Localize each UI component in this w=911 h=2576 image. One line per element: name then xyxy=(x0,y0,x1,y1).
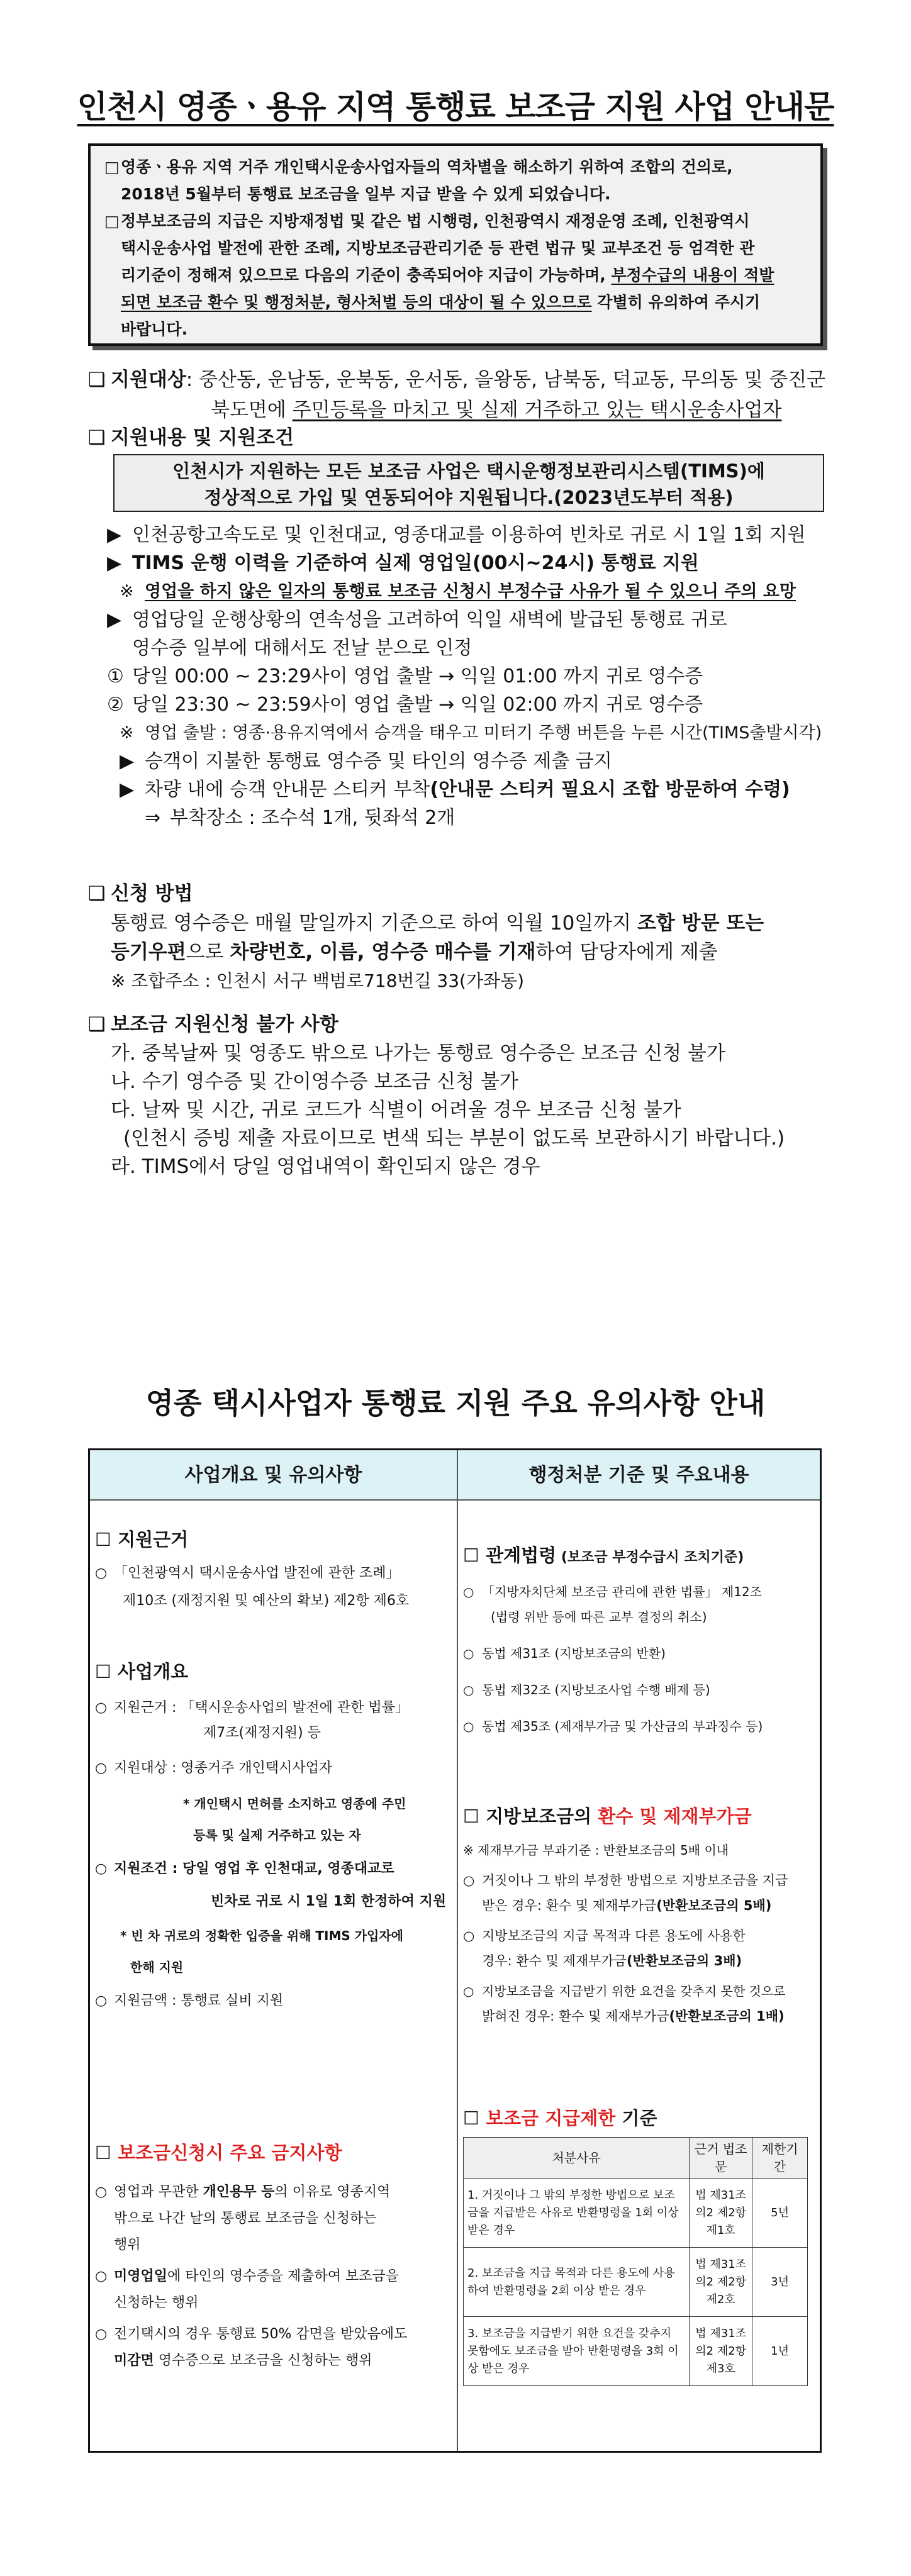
basis-text: 제10조 (재정지원 및 예산의 확보) 제2항 제6호 xyxy=(123,1593,410,1609)
circle-bullet-icon: ○ xyxy=(463,1584,474,1599)
support-content-section xyxy=(88,423,830,453)
left-column xyxy=(90,1450,458,2451)
circle-bullet-icon: ○ xyxy=(95,2326,108,2342)
limit-block xyxy=(463,2104,815,2386)
forbidden-text: 전기택시의 경우 통행료 50% 감면을 받았음에도 xyxy=(114,2326,408,2342)
limit-period: 5년 xyxy=(752,2179,808,2248)
circle-bullet-icon: ○ xyxy=(95,1700,108,1716)
apply-text-emphasis: 조합 방문 또는 xyxy=(637,912,764,935)
tims-line: 정상적으로 가입 및 연동되어야 지원됩니다.(2023년도부터 적용) xyxy=(204,487,734,508)
right-column xyxy=(458,1450,820,2451)
circle-bullet-icon: ○ xyxy=(95,1861,108,1877)
circle-bullet-icon: ○ xyxy=(95,2268,108,2284)
notice1-title: 인천시 영종ㆍ용유 지역 통행료 보조금 지원 사업 안내문 xyxy=(77,89,834,125)
forbidden-text-emphasis: 미영업일 xyxy=(114,2268,168,2284)
refund-text: 경우: 환수 및 제재부가금 xyxy=(482,1953,627,1968)
law-text: 동법 제35조 (제재부가금 및 가산금의 부과징수 등) xyxy=(482,1719,763,1734)
overview-note: 등록 및 실제 거주하고 있는 자 xyxy=(193,1828,361,1843)
info-line: 영종ㆍ용유 지역 거주 개인택시운송사업자들의 역차별을 해소하기 위하여 조합의 건의로, xyxy=(121,158,733,176)
forbidden-text: 의 이유로 영종지역 xyxy=(274,2184,391,2200)
circle-bullet-icon: ○ xyxy=(463,1873,475,1888)
checkbox-icon: ☐ xyxy=(463,1545,486,1566)
block-heading-emphasis: 환수 및 제재부가금 xyxy=(598,1806,752,1827)
overview-text: 지원근거 : 「택시운송사업의 발전에 관한 법률」 xyxy=(114,1700,409,1716)
condition-text: 영업을 하지 않은 일자의 통행료 보조금 신청시 부정수급 사유가 될 수 있으니 주의 요망 xyxy=(145,582,796,601)
target-text-emphasis: 주민등록을 마치고 및 실제 거주하고 있는 택시운송사업자 xyxy=(292,399,782,421)
reject-item: 나. 수기 영수증 및 간이영수증 보조금 신청 불가 xyxy=(111,1070,518,1093)
info-line: 리기준이 정해져 있으므로 다음의 기준이 충족되어야 지급이 가능하며, xyxy=(121,266,612,284)
refund-text-emphasis: (반환보조금의 3배) xyxy=(626,1953,742,1968)
condition-item xyxy=(107,691,837,719)
forbidden-text-emphasis: 개인용무 등 xyxy=(203,2184,275,2200)
limit-table-row xyxy=(464,2179,808,2248)
overview-text: 지원조건 : 당일 영업 후 인천대교, 영종대교로 xyxy=(114,1861,394,1877)
forbidden-text: 신청하는 행위 xyxy=(114,2295,199,2311)
limit-table-row xyxy=(464,2248,808,2317)
condition-text: 부착장소 : 조수석 1개, 뒷좌석 2개 xyxy=(170,807,456,829)
circle-bullet-icon: ○ xyxy=(95,1993,108,2009)
overview-text: 빈차로 귀로 시 1일 1회 한정하여 지원 xyxy=(211,1894,447,1909)
limit-period: 1년 xyxy=(752,2317,808,2386)
block-heading: 지방보조금의 xyxy=(486,1806,598,1827)
limit-table xyxy=(463,2137,808,2386)
arrow-icon: ▶ xyxy=(107,552,122,574)
checkbox-icon: ☐ xyxy=(95,1661,118,1682)
limit-law: 법 제31조의2 제2항제1호 xyxy=(690,2179,752,2248)
forbidden-text: 영업과 무관한 xyxy=(114,2184,203,2200)
arrow-icon: ▶ xyxy=(107,524,122,546)
arrow-icon: ▶ xyxy=(120,750,135,772)
block-heading-emphasis: 보조금 지급제한 xyxy=(486,2107,616,2129)
condition-item xyxy=(107,521,837,549)
condition-text: 차량 내에 승객 안내문 스티커 부착 xyxy=(145,779,430,801)
refund-note: ※ 제재부가금 부과기준 : 반환보조금의 5배 이내 xyxy=(463,1843,729,1858)
refund-text-emphasis: (반환보조금의 5배) xyxy=(656,1898,772,1913)
tims-line: 인천시가 지원하는 모든 보조금 사업은 택시운행정보관리시스템(TIMS)에 xyxy=(172,460,765,482)
refund-block xyxy=(463,1802,815,2029)
section-heading: 지원내용 및 지원조건 xyxy=(111,426,294,449)
condition-text: 당일 23:30 ~ 23:59사이 영업 출발 → 익일 02:00 까지 귀로 영수증 xyxy=(132,694,703,716)
apply-method-section xyxy=(88,879,830,996)
overview-block xyxy=(95,1658,454,2014)
overview-text: 지원대상 : 영종거주 개인택시사업자 xyxy=(114,1760,333,1776)
checkbox-icon: ☐ xyxy=(463,1806,486,1827)
overview-note: * 개인택시 면허를 소지하고 영종에 주민 xyxy=(183,1796,406,1811)
forbidden-text: 영수증으로 보조금을 신청하는 행위 xyxy=(154,2353,372,2368)
law-text: 동법 제32조 (지방보조사업 수행 배제 등) xyxy=(482,1682,710,1697)
box-bullet-icon: □ xyxy=(104,158,120,176)
limit-reason: 1. 거짓이나 그 밖의 부정한 방법으로 보조금을 지급받은 사유로 반환명령을 1회 이상 받은 경우 xyxy=(464,2179,690,2248)
forbidden-block xyxy=(95,2139,454,2374)
refund-text: 지방보조금의 지급 목적과 다른 용도에 사용한 xyxy=(482,1928,746,1943)
condition-item xyxy=(107,662,837,691)
forbidden-text: 에 타인의 영수증을 제출하여 보조금을 xyxy=(167,2268,400,2284)
condition-text: 영수증 일부에 대해서도 전날 분으로 인정 xyxy=(132,637,472,659)
section-heading: 신청 방법 xyxy=(111,882,193,905)
right-column-header: 행정처분 기준 및 주요내용 xyxy=(458,1450,820,1501)
refund-text: 밝혀진 경우: 환수 및 제재부가금 xyxy=(482,2009,669,2024)
arrow-icon xyxy=(107,634,132,662)
condition-text: 당일 00:00 ~ 23:29사이 영업 출발 → 익일 01:00 까지 귀로 영수증 xyxy=(132,665,703,687)
limit-reason: 3. 보조금을 지급받기 위한 요건을 갖추지 못함에도 보조금을 받아 반환명령을 3회 이상 받은 경우 xyxy=(464,2317,690,2386)
block-heading: 지원근거 xyxy=(118,1529,189,1550)
refund-text: 받은 경우: 환수 및 제재부가금 xyxy=(482,1898,657,1913)
reject-item: 다. 날짜 및 시간, 귀로 코드가 식별이 어려울 경우 보조금 신청 불가 xyxy=(111,1099,681,1121)
arrow-icon: ▶ xyxy=(120,779,135,801)
number-icon: ② xyxy=(107,694,124,716)
notice2-title: 영종 택시사업자 통행료 지원 주요 유의사항 안내 xyxy=(145,1386,766,1420)
block-subheading: (보조금 부정수급시 조치기준) xyxy=(556,1550,744,1565)
arrow-icon: ▶ xyxy=(107,609,122,631)
section-bullet-icon: ❑ xyxy=(88,882,106,905)
apply-text-emphasis: 등기우편 xyxy=(111,941,186,963)
circle-bullet-icon: ○ xyxy=(463,1682,474,1697)
condition-item xyxy=(107,549,837,577)
section-bullet-icon: ❑ xyxy=(88,426,106,449)
law-text: 동법 제31조 (지방보조금의 반환) xyxy=(482,1646,666,1661)
info-line-emphasis: 되면 보조금 환수 및 행정처분, 형사처벌 등의 대상이 될 수 있으므로 xyxy=(121,293,592,311)
forbidden-text: 밖으로 나간 날의 통행료 보조금을 신청하는 xyxy=(114,2211,377,2226)
checkbox-icon: ☐ xyxy=(95,2142,118,2163)
circle-bullet-icon: ○ xyxy=(463,1928,475,1943)
circle-bullet-icon: ○ xyxy=(463,1984,474,1999)
apply-text-emphasis: 차량번호, 이름, 영수증 매수를 기재 xyxy=(230,941,536,963)
support-conditions-list xyxy=(107,521,837,832)
block-heading: 보조금신청시 주요 금지사항 xyxy=(118,2142,342,2163)
block-heading: 기준 xyxy=(615,2107,657,2129)
section-heading: 보조금 지원신청 불가 사항 xyxy=(111,1013,338,1036)
circle-bullet-icon: ○ xyxy=(463,1719,474,1734)
condition-item xyxy=(107,634,837,662)
block-heading: 사업개요 xyxy=(118,1661,189,1682)
info-line: 바랍니다. xyxy=(121,320,188,338)
condition-text: 영업당일 운행상황의 연속성을 고려하여 익일 새벽에 발급된 통행료 귀로 xyxy=(132,609,727,631)
section-bullet-icon: ❑ xyxy=(88,369,106,391)
forbidden-text-emphasis: 미감면 xyxy=(114,2353,154,2368)
reject-item: 라. TIMS에서 당일 영업내역이 확인되지 않은 경우 xyxy=(111,1155,540,1178)
condition-text: TIMS 운행 이력을 기준하여 실제 영업일(00시~24시) 통행료 지원 xyxy=(132,552,699,574)
refund-text: 거짓이나 그 밖의 부정한 방법으로 지방보조금을 지급 xyxy=(482,1873,788,1888)
info-line: 정부보조금의 지급은 지방재정법 및 같은 법 시행령, 인천광역시 재정운영 조례, 인천광역시 xyxy=(121,212,750,230)
info-line: 2018년 5월부터 통행료 보조금을 일부 지급 받을 수 있게 되었습니다. xyxy=(121,185,611,203)
guidelines-table xyxy=(88,1448,822,2453)
condition-item xyxy=(107,775,837,804)
section-bullet-icon: ❑ xyxy=(88,1013,106,1036)
limit-reason: 2. 보조금을 지급 목적과 다른 용도에 사용하여 반환명령을 2회 이상 받은 경우 xyxy=(464,2248,690,2317)
circle-bullet-icon: ○ xyxy=(463,1646,474,1661)
overview-note: 한해 지원 xyxy=(130,1960,184,1975)
info-line: 각별히 유의하여 주시기 xyxy=(591,293,761,311)
checkbox-icon: ☐ xyxy=(95,1529,118,1550)
circle-bullet-icon: ○ xyxy=(95,1760,108,1776)
condition-text-emphasis: (안내문 스티커 필요시 조합 방문하여 수령) xyxy=(430,779,790,801)
condition-item xyxy=(107,804,837,832)
condition-item xyxy=(107,747,837,775)
circle-bullet-icon: ○ xyxy=(95,2184,108,2200)
notice1-info-box xyxy=(88,143,823,346)
apply-text: 하여 담당자에게 제출 xyxy=(535,941,718,963)
condition-text: 승객이 지불한 통행료 영수증 및 타인의 영수증 제출 금지 xyxy=(145,750,612,772)
info-line: 택시운송사업 발전에 관한 조례, 지방보조금관리기준 등 관련 법규 및 교부조건 등 엄격한 관 xyxy=(121,239,755,257)
reject-item-note: (인천시 증빙 제출 자료이므로 변색 되는 부분이 없도록 보관하시기 바랍니다.) xyxy=(123,1127,785,1150)
limit-table-header: 제한기간 xyxy=(752,2138,808,2179)
overview-text: 지원금액 : 통행료 실비 지원 xyxy=(114,1993,284,2009)
forbidden-text: 행위 xyxy=(114,2237,141,2253)
checkbox-icon: ☐ xyxy=(463,2107,486,2129)
basis-block xyxy=(95,1526,454,1614)
limit-law: 법 제31조의2 제2항제3호 xyxy=(690,2317,752,2386)
limit-table-header: 처분사유 xyxy=(464,2138,690,2179)
refund-text: 지방보조금을 지급받기 위한 요건을 갖추지 못한 것으로 xyxy=(482,1984,786,1999)
overview-text: 제7조(재정지원) 등 xyxy=(203,1725,321,1741)
limit-table-header: 근거 법조문 xyxy=(690,2138,752,2179)
note-icon: ※ xyxy=(120,582,134,601)
union-address: ※ 조합주소 : 인천시 서구 백범로718번길 33(가좌동) xyxy=(111,970,525,991)
apply-text: 통행료 영수증은 매월 말일까지 기준으로 하여 익월 10일까지 xyxy=(111,912,637,935)
condition-text: 인천공항고속도로 및 인천대교, 영종대교를 이용하여 빈차로 귀로 시 1일 1회 지원 xyxy=(132,524,806,546)
law-text: (법령 위반 등에 따른 교부 결정의 취소) xyxy=(491,1609,707,1624)
section-heading: 지원대상 xyxy=(111,369,186,391)
overview-note: * 빈 차 귀로의 정확한 입증을 위해 TIMS 가입자에 xyxy=(120,1928,403,1943)
info-line-emphasis: 부정수급의 내용이 적발 xyxy=(611,266,774,284)
support-target-section xyxy=(88,365,830,425)
circle-bullet-icon: ○ xyxy=(95,1565,108,1581)
condition-item xyxy=(107,606,837,634)
condition-text: 영업 출발 : 영종·용유지역에서 승객을 태우고 미터기 주행 버튼을 누른 시간(TIMS출발시각) xyxy=(145,723,822,743)
reject-item: 가. 중복날짜 및 영종도 밖으로 나가는 통행료 영수증은 보조금 신청 불가 xyxy=(111,1042,725,1065)
target-text: : 중산동, 운남동, 운북동, 운서동, 을왕동, 남북동, 덕교동, 무의동 및 중진군 xyxy=(186,369,826,391)
law-text: 「지방자치단체 보조금 관리에 관한 법률」 제12조 xyxy=(482,1584,762,1599)
box-bullet-icon: □ xyxy=(104,212,120,230)
basis-text: 「인천광역시 택시운송사업 발전에 관한 조례」 xyxy=(114,1565,400,1581)
arrow-icon: ⇒ xyxy=(145,807,161,829)
number-icon: ① xyxy=(107,665,124,687)
limit-law: 법 제31조의2 제2항제2호 xyxy=(690,2248,752,2317)
apply-text: 으로 xyxy=(186,941,230,963)
note-icon: ※ xyxy=(120,723,134,743)
left-column-header: 사업개요 및 유의사항 xyxy=(90,1450,457,1501)
limit-table-row xyxy=(464,2317,808,2386)
refund-text-emphasis: (반환보조금의 1배) xyxy=(669,2009,785,2024)
block-heading: 관계법령 xyxy=(486,1545,557,1566)
condition-note xyxy=(107,719,837,747)
laws-block xyxy=(463,1541,815,1739)
limit-period: 3년 xyxy=(752,2248,808,2317)
target-text: 북도면에 xyxy=(211,399,293,421)
condition-note xyxy=(107,577,837,606)
reject-section xyxy=(88,1009,830,1181)
tims-notice-box xyxy=(113,454,824,512)
